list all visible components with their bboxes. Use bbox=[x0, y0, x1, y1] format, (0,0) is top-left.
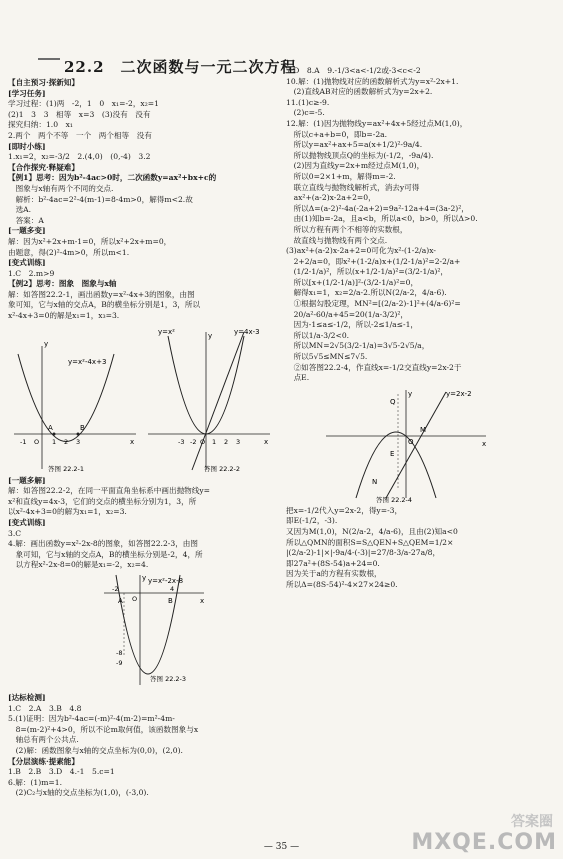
text-line: 因为关于a的方程有实数根， bbox=[286, 569, 382, 579]
figure-caption: 答图 22.2-1 bbox=[48, 464, 85, 473]
figure-row-3 bbox=[286, 386, 558, 504]
point-b bbox=[77, 432, 80, 435]
text-line: 点E. bbox=[286, 373, 310, 383]
text-line: (2)1 3 3 相等 x=3 (3)没有 没有 bbox=[8, 109, 151, 119]
right-column bbox=[286, 66, 558, 591]
tick-label: 3 bbox=[236, 437, 241, 446]
text-line: 【例2】思考：图象 图象与x轴 bbox=[8, 279, 117, 289]
text-line: 所以△QMN的面积S=S△QEN+S△QEM=1/2× bbox=[286, 537, 454, 547]
text-line: (3)ax²+(a-2)x-2a+2=0可化为x²-(1-2/a)x- bbox=[286, 246, 436, 256]
text-line: (2)直线AB对应的函数解析式为y=2x+2. bbox=[286, 87, 433, 97]
text-line: [达标检测] bbox=[8, 693, 46, 702]
curve-label: y=x²-4x+3 bbox=[68, 357, 107, 366]
tick-label: -9 bbox=[116, 659, 123, 667]
watermark: MXQE.COM bbox=[411, 830, 557, 855]
text-line: 轴总有两个公共点. bbox=[8, 735, 79, 745]
figure-22-2-1 bbox=[14, 340, 136, 473]
text-line: 即E(-1/2，-3). bbox=[286, 516, 338, 526]
text-line: ②如答图22.2-4，作直线x=-1/2交直线y=2x-2于 bbox=[286, 362, 462, 372]
text-line: 图象与x轴有两个不同的交点. bbox=[8, 183, 114, 193]
text-line: 所以0=2×1+m，解得m=-2. bbox=[286, 171, 396, 181]
text-line: (2)解：函数图象与x轴的交点坐标为(0,0)，(2,0). bbox=[8, 745, 183, 755]
text-line: 10.解：(1)抛物线对应的函数解析式为y=x²-2x+1. bbox=[286, 76, 459, 86]
text-line: 6.解：(1)m=1. bbox=[8, 777, 62, 787]
text-line: 2.两个 两个不等 一个 两个相等 没有 bbox=[8, 130, 152, 140]
text-line: 即27a²+(8S-54)a+24=0. bbox=[286, 558, 380, 568]
watermark-top: 答案圈 bbox=[511, 814, 553, 830]
text-line: 以方程x²-2x-8=0的解是x₁=-2，x₂=4. bbox=[8, 560, 149, 570]
label-n: N bbox=[372, 477, 378, 486]
text-line: ax²+(a-2)x-2a+2=0， bbox=[286, 193, 376, 203]
text-line: 象可知，它与x轴的交点A，B的横坐标分别是1，3，所以 bbox=[8, 300, 201, 310]
figure-row-1 bbox=[8, 324, 276, 474]
graph-22-2-1-and-2 bbox=[8, 324, 276, 474]
left-mid-lines bbox=[8, 476, 276, 571]
label-a: A bbox=[48, 423, 53, 432]
tick-label: 2 bbox=[224, 437, 229, 446]
text-line: |(2/a-2)-1|×|-9a/4-(-3)|=27/8-3/a-27a/8， bbox=[286, 548, 441, 558]
figure-row-2 bbox=[8, 573, 276, 691]
text-line: 8=(m-2)²+4>0，所以不论m取何值，该函数图象与x bbox=[8, 724, 199, 734]
text-line: 解得x₁=1，x₂=2/a-2.所以N(2/a-2，4/a-6). bbox=[286, 288, 447, 298]
text-line: 2+2/a=0，即x²+(1-2/a)x+(1/2-1/a)²=2-2/a+ bbox=[286, 256, 461, 266]
text-line: [学习任务] bbox=[8, 88, 46, 98]
text-line: 所以5√5≤MN≤7√5. bbox=[286, 352, 368, 362]
text-line: 所以Δ=(8S-54)²-4×27×24≥0. bbox=[286, 579, 398, 589]
tick-label: 2 bbox=[64, 437, 69, 446]
tick-label: -2 bbox=[190, 437, 197, 446]
text-line: 解：如答图22.2-1，画出函数y=x²-4x+3的图象，由图 bbox=[8, 289, 195, 299]
text-line: 学习过程：(1)两 -2，1 0 x₁=-2，x₂=1 bbox=[8, 99, 159, 109]
text-line: 1.x₁=2，x₂=-3/2 2.(4,0) (0,-4) 3.2 bbox=[8, 152, 151, 162]
tick-label: 3 bbox=[76, 437, 81, 446]
tick-label: -8 bbox=[116, 649, 123, 657]
graph-22-2-3 bbox=[8, 573, 276, 691]
text-line: 由(1)知b=-2a，且a<b，所以a<0，b>0，所以Δ>0. bbox=[286, 214, 478, 224]
tick-label: 4 bbox=[170, 585, 175, 593]
text-line: 象可知，它与x轴的交点A，B的横坐标分别是-2，4，所 bbox=[8, 549, 203, 559]
figure-caption: 答图 22.2-3 bbox=[150, 675, 187, 683]
text-line: 因为-1≤a≤-1/2，所以-2≤1/a≤-1， bbox=[286, 320, 419, 330]
text-line: 由题意，得(2)²-4m>0，所以m<1. bbox=[8, 247, 130, 257]
text-line: 3.C bbox=[8, 528, 22, 538]
text-line: 答案：A bbox=[8, 215, 44, 225]
label-q: Q bbox=[390, 397, 396, 406]
text-line: 12.解：(1)因为抛物线y=ax²+4x+5经过点M(1,0)， bbox=[286, 118, 468, 128]
text-line: x²和直线y=4x-3，它们的交点的横坐标分别为1，3，所 bbox=[8, 496, 197, 506]
text-line: x²-4x+3=0的解是x₁=1，x₃=3. bbox=[8, 311, 120, 321]
text-line: 【自主预习·探新知】 bbox=[8, 78, 79, 87]
left-bottom-lines bbox=[8, 693, 276, 799]
text-line: 所以Δ=(a-2)²-4a(-2a+2)=9a²-12a+4=(3a-2)²， bbox=[286, 203, 469, 213]
text-line: [变式训练] bbox=[8, 518, 46, 528]
x-axis-label: x bbox=[130, 437, 135, 446]
parabola-curve bbox=[18, 354, 114, 442]
left-top-lines bbox=[8, 78, 276, 322]
tick-label: O bbox=[34, 437, 40, 446]
label-o: O bbox=[408, 437, 414, 446]
label-b: B bbox=[168, 597, 173, 605]
line-y-4x-3 bbox=[192, 332, 244, 470]
text-line: 1.C 2.A 3.B 4.8 bbox=[8, 703, 82, 713]
label-y-4x-3: y=4x-3 bbox=[234, 327, 260, 336]
text-line: 5.(1)证明：因为b²-4ac=(-m)²-4(m-2)=m²-4m- bbox=[8, 714, 175, 724]
tick-label: -2 bbox=[112, 585, 119, 593]
tick-label: -3 bbox=[178, 437, 185, 446]
parabola-curve bbox=[356, 432, 436, 498]
label-a: A bbox=[118, 597, 123, 605]
text-line: 解：因为x²+2x+m-1=0，所以x²+2x+m=0， bbox=[8, 236, 172, 246]
label-m: M bbox=[420, 425, 427, 434]
right-bottom-lines bbox=[286, 506, 558, 591]
label-y-x2: y=x² bbox=[158, 327, 175, 336]
text-line: 所以1/a-3/2<0. bbox=[286, 330, 350, 340]
y-axis-label: y bbox=[208, 331, 213, 340]
text-line: 探究归纳：1.0 x₁ bbox=[8, 120, 73, 130]
tick-label: O bbox=[200, 437, 206, 446]
line-label: y=2x-2 bbox=[446, 389, 472, 398]
text-line: 所以抛物线顶点Q的坐标为(-1/2，-9a/4). bbox=[286, 150, 434, 160]
text-line: 所以方程有两个不相等的实数根， bbox=[286, 224, 408, 234]
text-line: [一题多变] bbox=[8, 226, 46, 236]
text-line: [变式训练] bbox=[8, 258, 46, 268]
tick-label: O bbox=[132, 595, 138, 603]
x-axis-label: x bbox=[200, 597, 205, 605]
text-line: 所以c+a+b=0，即b=-2a. bbox=[286, 129, 388, 139]
text-line: 故直线与抛物线有两个交点. bbox=[286, 235, 388, 245]
text-line: 4.解：画出函数y=x²-2x-8的图象，如答图22.2-3，由图 bbox=[8, 539, 198, 549]
figure-caption: 答图 22.2-4 bbox=[376, 495, 413, 504]
text-line: 又因为M(1,0)，N(2/a-2，4/a-6)，且由(2)知a<0 bbox=[286, 527, 458, 536]
label-b: B bbox=[80, 423, 85, 432]
curve-label: y=x²-2x-8 bbox=[148, 577, 184, 585]
y-axis-label: y bbox=[44, 339, 49, 348]
text-line: (2)C₂与x轴的交点坐标为(1,0)，(-3,0). bbox=[8, 788, 149, 798]
page-number: — 35 — bbox=[263, 842, 300, 852]
y-axis-label: y bbox=[142, 574, 147, 582]
graph-22-2-4 bbox=[286, 386, 558, 504]
right-top-lines bbox=[286, 66, 558, 384]
text-line: 选A. bbox=[8, 205, 32, 215]
point-a bbox=[53, 432, 56, 435]
text-line: 所以MN=2√5(3/2-1/a)=3√5-2√5/a， bbox=[286, 341, 430, 351]
text-line: 解析：b²-4ac=2²-4(m-1)=8-4m>0，解得m<2.故 bbox=[8, 194, 193, 204]
left-column bbox=[8, 78, 276, 799]
x-axis-label: x bbox=[482, 439, 487, 448]
text-line: ①根据勾股定理，MN²=[(2/a-2)-1]²+(4/a-6)²= bbox=[286, 299, 461, 309]
text-line: (2)因为直线y=2x+m经过点M(1,0)， bbox=[286, 161, 425, 171]
tick-label: 1 bbox=[52, 437, 57, 446]
text-line: [一题多解] bbox=[8, 475, 46, 485]
text-line: 11.(1)c≥-9. bbox=[286, 97, 330, 107]
text-line: (2)c=-5. bbox=[286, 108, 325, 118]
figure-caption: 答图 22.2-2 bbox=[204, 464, 241, 473]
text-line: 所以[x+(1/2-1/a)]²-(3/2-1/a)²=0， bbox=[286, 277, 419, 287]
line-y-2x-2 bbox=[386, 389, 446, 498]
label-e: E bbox=[390, 449, 395, 458]
text-line: 以x²-4x+3=0的解为x₁=1，x₂=3. bbox=[8, 507, 127, 517]
text-line: 联立直线与抛物线解析式，消去y可得 bbox=[286, 182, 420, 192]
text-line: 【合作探究·释疑难】 bbox=[8, 162, 79, 172]
tick-label: -1 bbox=[20, 437, 27, 446]
text-line: 所以y=ax²+ax+5=a(x+1/2)²-9a/4. bbox=[286, 140, 423, 150]
text-line: 1.B 2.B 3.D 4.-1 5.c=1 bbox=[8, 767, 115, 777]
page-title: 22.2 二次函数与一元二次方程 bbox=[60, 56, 301, 77]
x-axis-label: x bbox=[264, 437, 269, 446]
text-line: 解：如答图22.2-2，在同一平面直角坐标系中画出抛物线y= bbox=[8, 486, 211, 496]
text-line: 7.D 8.A 9.-1/3<a<-1/2或-3<c<-2 bbox=[286, 66, 421, 75]
text-line: 20/a²-60/a+45=20(1/a-3/2)²， bbox=[286, 309, 409, 319]
y-axis-label: y bbox=[408, 389, 413, 398]
text-line: [即时小练] bbox=[8, 141, 46, 151]
text-line: 【分层演练·提素能】 bbox=[8, 756, 79, 766]
tick-label: 1 bbox=[212, 437, 217, 446]
text-line: 把x=-1/2代入y=2x-2，得y=-3， bbox=[286, 505, 403, 515]
text-line: 【例1】思考：因为b²-4ac>0时，二次函数y=ax²+bx+c的 bbox=[8, 173, 217, 183]
text-line: 1.C 2.m>9 bbox=[8, 268, 55, 278]
figure-22-2-2 bbox=[148, 328, 270, 473]
text-line: (1/2-1/a)²，所以(x+1/2-1/a)²=(3/2-1/a)²， bbox=[286, 267, 448, 277]
